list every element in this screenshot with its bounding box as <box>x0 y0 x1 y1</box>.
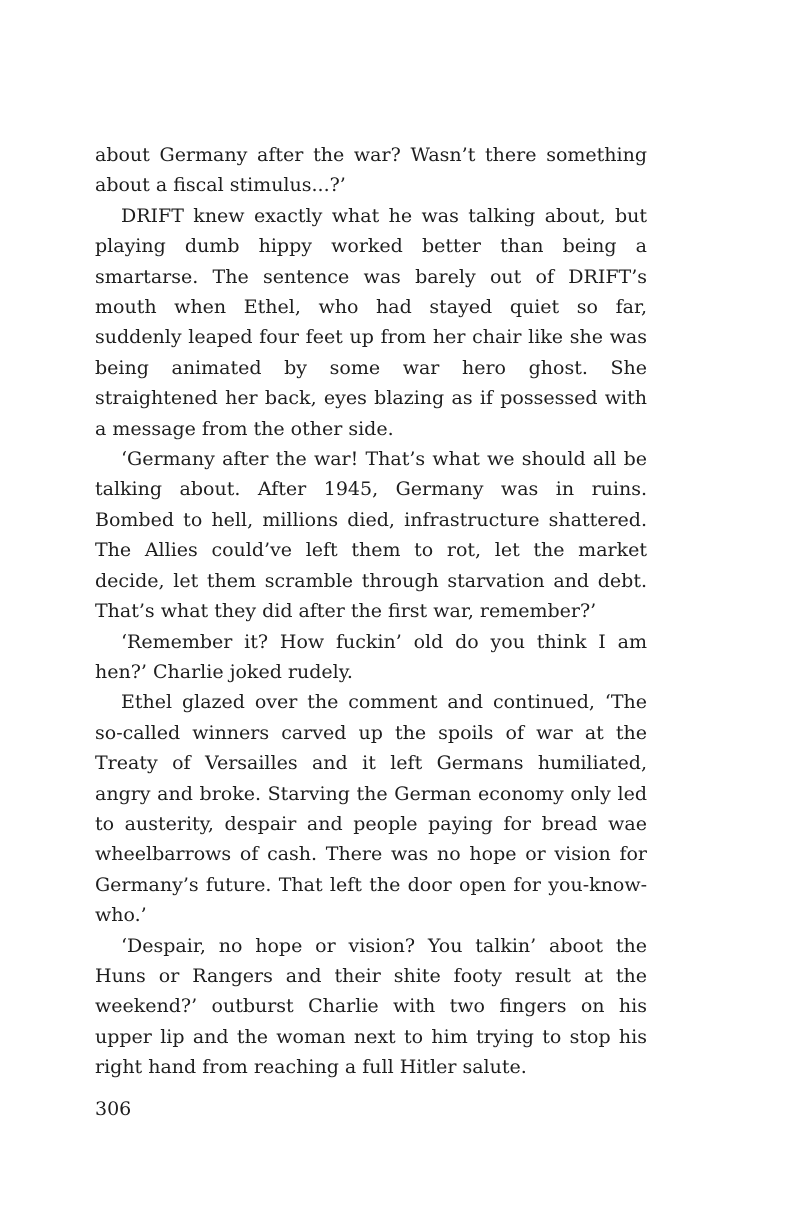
page-number: 306 <box>95 1098 132 1120</box>
paragraph-drift: DRIFT knew exactly what he was talking about, but playing dumb hippy worked better than being a smartarse. The sentence was barely out of DRIFT’s mouth when Ethel, who had stayed quiet so far, suddenly leaped four feet up from her chair like she was being animated by some war hero ghost. She straightened her back, eyes blazing as if possessed with a message from the other side. <box>95 204 647 440</box>
body-text <box>95 140 647 1083</box>
paragraph-continued: about Germany after the war? Wasn’t there something about a fiscal stimulus...?’ <box>95 144 647 197</box>
paragraph-ethel-versailles: Ethel glazed over the comment and continued, ‘The so-called winners carved up the spoils of war at the Treaty of Versailles and it left Germans humiliated, angry and broke. Starving the German economy only led to austerity, despair and people paying for bread wae wheelbarrows of cash. There was no hope or vision for Germany’s future. That left the door open for you-know-who.’ <box>95 691 647 927</box>
paragraph-ethel-germany: ‘Germany after the war! That’s what we should all be talking about. After 1945, Germany was in ruins. Bombed to hell, millions died, infrastructure shattered. The Allies could’ve left them to rot, let the market decide, let them scramble through starvation and debt. That’s what they did after the first war, remember?’ <box>95 448 647 623</box>
paragraph-charlie-outburst: ‘Despair, no hope or vision? You talkin’ aboot the Huns or Rangers and their shite footy result at the weekend?’ outburst Charlie with two fingers on his upper lip and the woman next to him trying to stop his right hand from reaching a full Hitler salute. <box>95 934 647 1079</box>
paragraph-charlie-joke: ‘Remember it? How fuckin’ old do you think I am hen?’ Charlie joked rudely. <box>95 630 647 683</box>
